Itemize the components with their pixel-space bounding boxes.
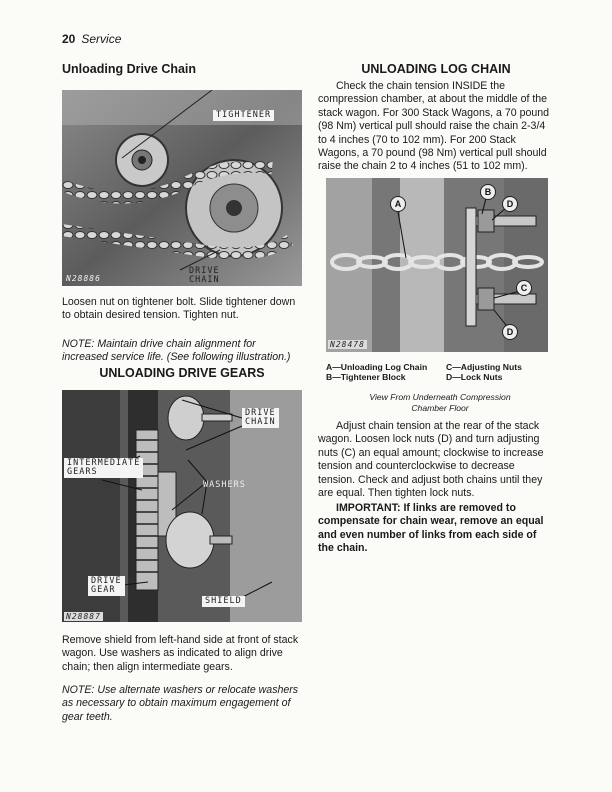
figure-code-3: N28478 xyxy=(330,340,365,349)
page-number: 20 xyxy=(62,32,76,46)
drive-chain-heading: Unloading Drive Chain xyxy=(62,62,197,76)
section-title: Service xyxy=(81,32,122,46)
drive-gears-heading: UNLOADING DRIVE GEARS xyxy=(99,366,265,380)
callout-c: C xyxy=(516,280,532,296)
figure-code-2: N28887 xyxy=(66,612,101,621)
page-header xyxy=(62,32,121,46)
drive-chain-photo xyxy=(62,90,302,286)
legend-d: D—Lock Nuts xyxy=(446,372,503,382)
drive-gears-note: NOTE: Use alternate washers or relocate washers as necessary to obtain maximum engagement of gear teeth. xyxy=(62,684,299,723)
drive-chain-note: NOTE: Maintain drive chain alignment for increased service life. (See following illustration.) xyxy=(62,338,291,364)
label-drive-chain-2: DRIVE CHAIN xyxy=(242,408,279,428)
label-intermediate-gears: INTERMEDIATE GEARS xyxy=(64,458,143,478)
callout-d-top: D xyxy=(502,196,518,212)
important-note: IMPORTANT: If links are removed to compensate for chain wear, remove an equal and even number of links from each side of the chain. xyxy=(318,502,544,555)
drive-chain-text: Loosen nut on tightener bolt. Slide tightener down to obtain desired tension. Tighten nut. xyxy=(62,296,296,322)
drive-gears-photo xyxy=(62,390,302,622)
legend-b: B—Tightener Block xyxy=(326,372,406,382)
log-chain-photo xyxy=(326,178,548,352)
legend-a: A—Unloading Log Chain xyxy=(326,362,428,372)
callout-a: A xyxy=(390,196,406,212)
log-chain-text-1: Check the chain tension INSIDE the compression chamber, at about the middle of the stack wagon. For 300 Stack Wagons, a 70 pound (98 Nm) vertical pull should raise the chain 2-3/4 to 4 inches (70 to 102 mm). For 200 Stack Wagons, a 70 pound (98 Nm) vertical pull should raise the chain 2 to 4 inches (51 to 102 mm). xyxy=(318,80,550,173)
log-chain-text-2: Adjust chain tension at the rear of the stack wagon. Loosen lock nuts (D) and turn adjusting nuts (C) an equal amount; clockwise to increase tension and counterclockwise to decrease tension. Check and adjust both chains until they are equal. Then tighten lock nuts. xyxy=(318,420,544,500)
callout-d-bottom: D xyxy=(502,324,518,340)
callout-b: B xyxy=(480,184,496,200)
label-shield: SHIELD xyxy=(202,596,245,607)
legend-c: C—Adjusting Nuts xyxy=(446,362,522,372)
label-drive-chain: DRIVE CHAIN xyxy=(189,266,220,285)
drive-gears-text: Remove shield from left-hand side at front of stack wagon. Use washers as indicated to align drive chain; then align intermediate gears. xyxy=(62,634,299,673)
view-caption: View From Underneath Compression Chamber Floor xyxy=(369,392,511,413)
figure-code: N28886 xyxy=(66,274,101,283)
label-washers: WASHERS xyxy=(203,480,246,490)
log-chain-heading: UNLOADING LOG CHAIN xyxy=(361,62,511,76)
label-drive-gear: DRIVE GEAR xyxy=(88,576,125,596)
label-tightener: TIGHTENER xyxy=(213,110,274,121)
